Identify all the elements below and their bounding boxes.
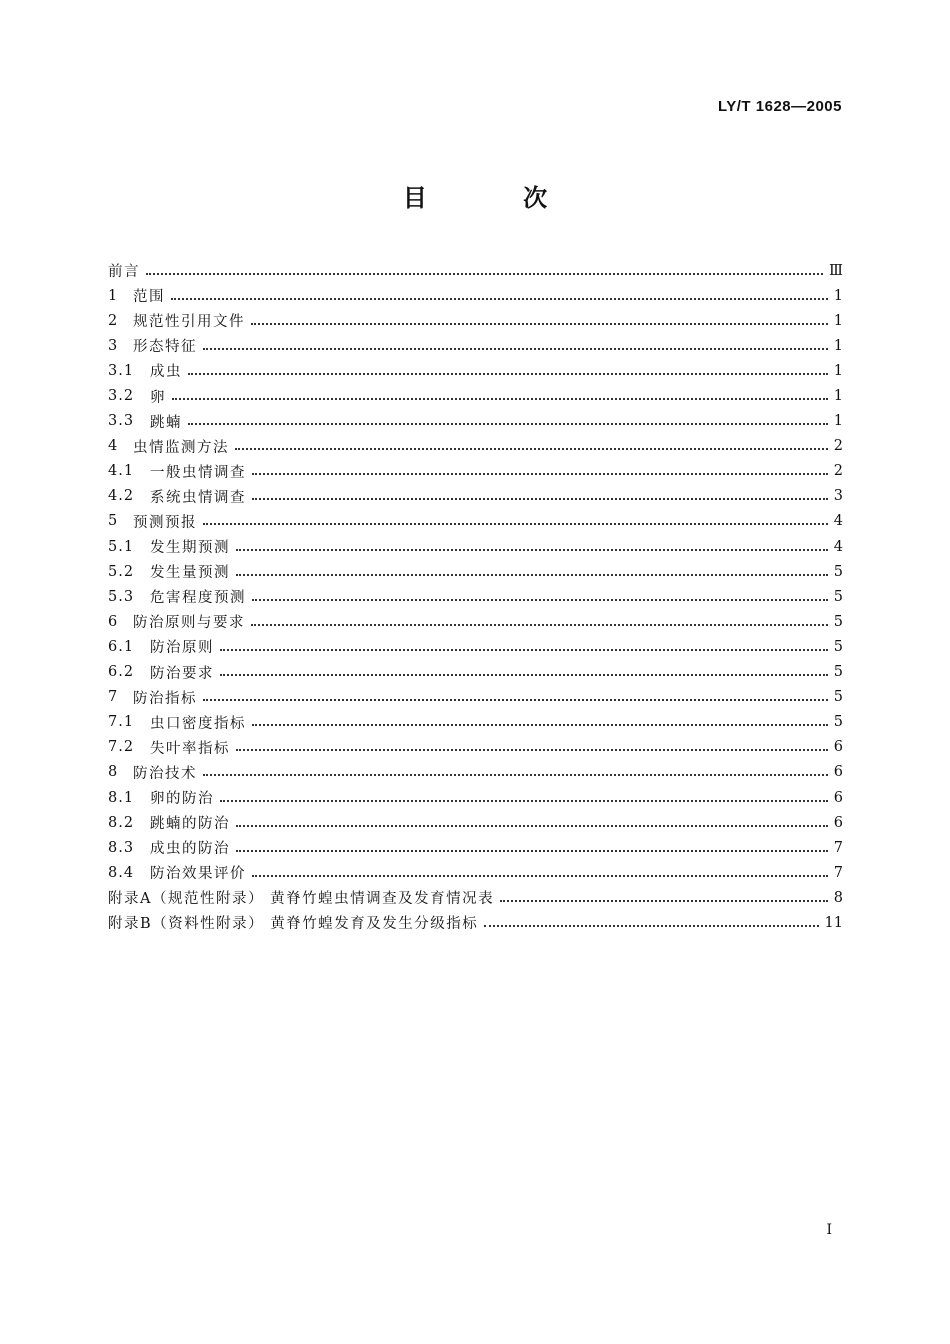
toc-entry-number: 6.1 (108, 638, 135, 655)
toc-entry-number: 4.1 (108, 463, 135, 480)
toc-leader-dots (220, 649, 828, 651)
toc-leader-dots (220, 674, 828, 676)
toc-entry-number: 8.1 (108, 789, 135, 806)
toc-entry[interactable] (108, 685, 843, 710)
toc-entry-number: 5.3 (108, 588, 135, 605)
toc-entry[interactable] (108, 459, 843, 484)
toc-entry-page: 4 (833, 513, 843, 530)
toc-entry-title: 前言 (108, 264, 140, 281)
toc-leader-dots (203, 774, 828, 776)
toc-entry-number: 8 (108, 764, 119, 781)
toc-entry-page: 1 (833, 413, 843, 430)
toc-entry-number: 5 (108, 513, 119, 530)
toc-leader-dots (236, 549, 828, 551)
toc-entry[interactable] (108, 885, 843, 910)
toc-entry-page: 5 (833, 664, 843, 681)
toc-entry[interactable] (108, 308, 843, 333)
toc-leader-dots (236, 825, 828, 827)
toc-entry-page: 8 (833, 889, 843, 906)
toc-entry[interactable] (108, 409, 843, 434)
toc-entry-page: 5 (833, 689, 843, 706)
toc-entry[interactable] (108, 283, 843, 308)
toc-entry-title: 防治效果评价 (150, 866, 246, 883)
toc-entry-title: 跳蝻 (150, 414, 182, 431)
toc-entry-number: 4 (108, 438, 119, 455)
toc-entry-page: 6 (833, 789, 843, 806)
toc-entry[interactable] (108, 810, 843, 835)
toc-entry-number: 6.2 (108, 664, 135, 681)
toc-entry[interactable] (108, 559, 843, 584)
toc-leader-dots (500, 900, 828, 902)
toc-entry[interactable] (108, 534, 843, 559)
toc-leader-dots (188, 373, 828, 375)
toc-entry-page: 5 (833, 638, 843, 655)
toc-entry-title: 卵 (150, 389, 166, 406)
toc-entry-title: 虫情监测方法 (133, 439, 229, 456)
toc-entry-title: 系统虫情调查 (150, 489, 246, 506)
toc-entry-title: 发生量预测 (150, 565, 230, 582)
toc-leader-dots (235, 448, 828, 450)
toc-leader-dots (251, 323, 828, 325)
toc-leader-dots (484, 925, 818, 927)
toc-entry-page: 6 (833, 814, 843, 831)
toc-entry[interactable] (108, 434, 843, 459)
toc-entry-title: 跳蝻的防治 (150, 816, 230, 833)
toc-entry-page: 1 (833, 362, 843, 379)
toc-entry-page: 7 (833, 839, 843, 856)
toc-entry[interactable] (108, 509, 843, 534)
toc-entry-number: 6 (108, 613, 119, 630)
toc-entry-page: 5 (833, 563, 843, 580)
toc-entry-number: 3.1 (108, 362, 135, 379)
toc-entry[interactable] (108, 910, 843, 935)
toc-entry-number: 8.3 (108, 839, 135, 856)
toc-entry-title: 防治原则 (150, 640, 214, 657)
page-number: I (826, 1222, 832, 1238)
toc-leader-dots (252, 875, 828, 877)
toc-leader-dots (188, 423, 828, 425)
toc-entry-page: 3 (833, 488, 843, 505)
toc-entry[interactable] (108, 383, 843, 408)
toc-entry-title: 成虫 (150, 364, 182, 381)
toc-entry-page: 1 (833, 287, 843, 304)
page-title: 目 次 (402, 184, 592, 212)
toc-entry-title: 附录A（规范性附录） 黄脊竹蝗虫情调查及发育情况表 (108, 891, 495, 908)
toc-entry-title: 危害程度预测 (150, 590, 246, 607)
table-of-contents (108, 258, 843, 936)
toc-entry-number: 5.2 (108, 563, 135, 580)
toc-leader-dots (220, 800, 828, 802)
toc-entry-number: 3.2 (108, 388, 135, 405)
toc-leader-dots (203, 523, 828, 525)
toc-entry-title: 发生期预测 (150, 540, 230, 557)
toc-entry-page: 1 (833, 337, 843, 354)
toc-leader-dots (252, 724, 828, 726)
toc-entry-title: 规范性引用文件 (133, 314, 245, 331)
toc-entry[interactable] (108, 835, 843, 860)
toc-entry-title: 防治技术 (133, 765, 197, 782)
toc-leader-dots (203, 348, 828, 350)
toc-leader-dots (203, 699, 828, 701)
toc-entry-number: 5.1 (108, 538, 135, 555)
toc-entry[interactable] (108, 358, 843, 383)
toc-entry-title: 一般虫情调查 (150, 464, 246, 481)
toc-entry[interactable] (108, 785, 843, 810)
toc-entry-page: 5 (833, 588, 843, 605)
toc-entry[interactable] (108, 484, 843, 509)
toc-entry[interactable] (108, 333, 843, 358)
toc-entry-page: Ⅲ (829, 262, 843, 279)
toc-entry-page: 1 (833, 312, 843, 329)
toc-entry[interactable] (108, 634, 843, 659)
toc-entry-title: 卵的防治 (150, 791, 214, 808)
toc-leader-dots (252, 498, 828, 500)
toc-entry-title: 失叶率指标 (150, 740, 230, 757)
toc-entry-number: 4.2 (108, 488, 135, 505)
toc-entry-title: 虫口密度指标 (150, 715, 246, 732)
toc-entry-title: 预测预报 (133, 514, 197, 531)
toc-entry-page: 2 (833, 463, 843, 480)
toc-entry-title: 防治指标 (133, 690, 197, 707)
toc-entry[interactable] (108, 584, 843, 609)
toc-entry-title: 防治原则与要求 (133, 615, 245, 632)
toc-entry-title: 成虫的防治 (150, 841, 230, 858)
toc-leader-dots (172, 398, 828, 400)
toc-entry-number: 7.2 (108, 739, 135, 756)
toc-entry[interactable] (108, 660, 843, 685)
toc-entry-page: 7 (833, 864, 843, 881)
toc-leader-dots (251, 624, 828, 626)
toc-entry-title: 形态特征 (133, 339, 197, 356)
toc-entry-page: 6 (833, 739, 843, 756)
toc-entry-title: 附录B（资料性附录） 黄脊竹蝗发育及发生分级指标 (108, 916, 479, 933)
toc-entry-page: 1 (833, 388, 843, 405)
toc-entry-page: 4 (833, 538, 843, 555)
toc-entry-number: 7 (108, 689, 119, 706)
toc-entry[interactable] (108, 609, 843, 634)
toc-entry-number: 3.3 (108, 413, 135, 430)
toc-entry-number: 3 (108, 337, 119, 354)
toc-entry-page: 5 (833, 613, 843, 630)
toc-entry-page: 5 (833, 714, 843, 731)
toc-entry-page: 11 (824, 914, 843, 931)
toc-entry[interactable] (108, 710, 843, 735)
toc-leader-dots (146, 273, 823, 275)
toc-entry-number: 8.2 (108, 814, 135, 831)
toc-entry-page: 2 (833, 438, 843, 455)
toc-entry-title: 范围 (133, 289, 165, 306)
toc-entry-title: 防治要求 (150, 665, 214, 682)
toc-entry-number: 2 (108, 312, 119, 329)
toc-entry[interactable] (108, 258, 843, 283)
toc-entry-number: 1 (108, 287, 119, 304)
toc-leader-dots (252, 599, 828, 601)
toc-entry[interactable] (108, 860, 843, 885)
toc-leader-dots (171, 298, 828, 300)
toc-leader-dots (236, 574, 828, 576)
toc-entry-page: 6 (833, 764, 843, 781)
toc-entry-number: 7.1 (108, 714, 135, 731)
toc-leader-dots (236, 749, 828, 751)
toc-entry-number: 8.4 (108, 864, 135, 881)
toc-leader-dots (252, 473, 828, 475)
standard-code: LY/T 1628—2005 (717, 98, 842, 115)
toc-leader-dots (236, 850, 828, 852)
toc-entry[interactable] (108, 760, 843, 785)
toc-entry[interactable] (108, 735, 843, 760)
